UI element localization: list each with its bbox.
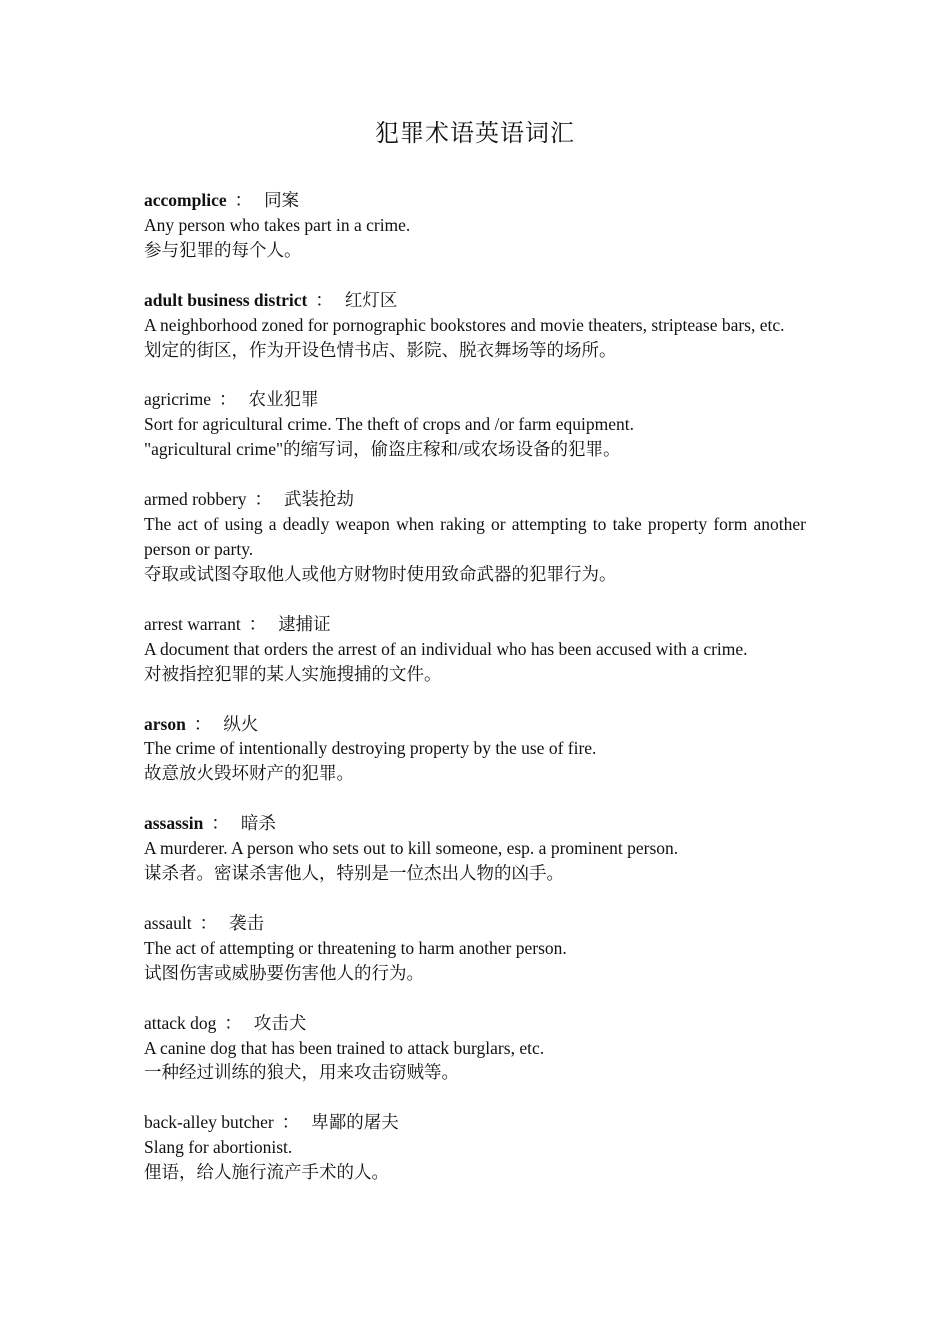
entry-chinese-definition: 划定的街区，作为开设色情书店、影院、脱衣舞场等的场所。 [144, 339, 617, 360]
entry-english-definition: Any person who takes part in a crime. [144, 214, 411, 235]
entry-english-definition: The crime of intentionally destroying property by the use of fire. [144, 738, 597, 759]
entry-chinese-term: 攻击犬 [253, 1012, 307, 1033]
glossary-entry [144, 811, 806, 886]
entry-chinese-definition: 夺取或试图夺取他人或他方财物时使用致命武器的犯罪行为。 [144, 563, 617, 584]
entry-chinese-definition: "agricultural crime"的缩写词，偷盗庄稼和/或农场设备的犯罪。 [144, 439, 621, 460]
entry-term: assassin [144, 813, 204, 834]
entry-heading [144, 612, 806, 637]
glossary-entry [144, 387, 806, 462]
entry-chinese-term: 逮捕证 [278, 613, 331, 634]
entry-heading [144, 288, 806, 313]
entry-english-definition: A neighborhood zoned for pornographic bookstores and movie theaters, striptease bars, etc. [144, 314, 785, 335]
entry-term: armed robbery [144, 489, 247, 510]
entry-term: agricrime [144, 389, 212, 410]
entry-english-definition: The act of attempting or threatening to harm another person. [144, 937, 567, 958]
entry-separator: ： [281, 1112, 300, 1133]
entry-term: attack dog [144, 1012, 217, 1033]
glossary-entry [144, 487, 806, 587]
entry-english-definition: A murderer. A person who sets out to kill someone, esp. a prominent person. [144, 838, 679, 859]
glossary-entry [144, 188, 806, 263]
document-title: 犯罪术语英语词汇 [375, 121, 575, 147]
entry-separator: ： [219, 389, 237, 410]
entry-separator: ： [254, 489, 273, 510]
entry-english-definition: Sort for agricultural crime. The theft of crops and /or farm equipment. [144, 414, 634, 435]
entry-heading [144, 1011, 806, 1036]
entry-chinese-term: 红灯区 [344, 289, 398, 310]
entry-heading [144, 1110, 806, 1135]
entry-chinese-term: 纵火 [223, 713, 259, 734]
glossary-entry [144, 1110, 806, 1185]
entry-chinese-term: 卑鄙的屠夫 [311, 1112, 399, 1133]
entry-english-definition: A canine dog that has been trained to attack burglars, etc. [144, 1037, 545, 1058]
entry-term: adult business district [144, 289, 308, 310]
entry-separator: ： [193, 713, 212, 734]
entry-term: arrest warrant [144, 613, 241, 634]
entry-heading [144, 387, 806, 412]
entry-separator: ： [199, 912, 218, 933]
entry-english-definition: The act of using a deadly weapon when raking or attempting to take property form another person or party. [144, 514, 806, 559]
entry-separator: ： [315, 289, 333, 310]
glossary-entry [144, 288, 806, 363]
entry-separator: ： [224, 1012, 242, 1033]
entry-chinese-term: 暗杀 [240, 813, 276, 834]
entry-term: accomplice [144, 190, 227, 210]
entry-chinese-definition: 故意放火毁坏财产的犯罪。 [144, 763, 354, 784]
glossary-entry [144, 612, 806, 687]
entry-chinese-term: 农业犯罪 [248, 389, 319, 410]
glossary-entry [144, 1011, 806, 1086]
entry-heading [144, 712, 806, 737]
entry-heading [144, 487, 806, 512]
entry-separator: ： [248, 613, 267, 634]
entry-chinese-definition: 参与犯罪的每个人。 [144, 239, 302, 260]
entry-heading [144, 188, 806, 213]
entry-chinese-term: 袭击 [229, 912, 265, 933]
entry-term: back-alley butcher [144, 1112, 274, 1133]
entry-chinese-definition: 一种经过训练的狼犬，用来攻击窃贼等。 [144, 1062, 459, 1083]
entry-chinese-definition: 对被指控犯罪的某人实施搜捕的文件。 [144, 663, 442, 684]
entry-separator: ： [234, 190, 253, 210]
entry-term: arson [144, 713, 186, 734]
entry-english-definition: Slang for abortionist. [144, 1137, 293, 1158]
entry-chinese-term: 同案 [264, 190, 300, 210]
entry-english-definition: A document that orders the arrest of an individual who has been accused with a crime. [144, 638, 748, 659]
glossary-list [144, 188, 806, 1210]
entry-heading [144, 911, 806, 936]
entry-chinese-definition: 俚语，给人施行流产手术的人。 [144, 1162, 389, 1183]
entry-term: assault [144, 912, 192, 933]
entry-chinese-definition: 谋杀者。密谋杀害他人，特别是一位杰出人物的凶手。 [144, 863, 564, 884]
entry-separator: ： [211, 813, 229, 834]
entry-chinese-term: 武装抢劫 [284, 489, 355, 510]
entry-heading [144, 811, 806, 836]
entry-chinese-definition: 试图伤害或威胁要伤害他人的行为。 [144, 962, 424, 983]
glossary-entry [144, 712, 806, 787]
glossary-entry [144, 911, 806, 986]
